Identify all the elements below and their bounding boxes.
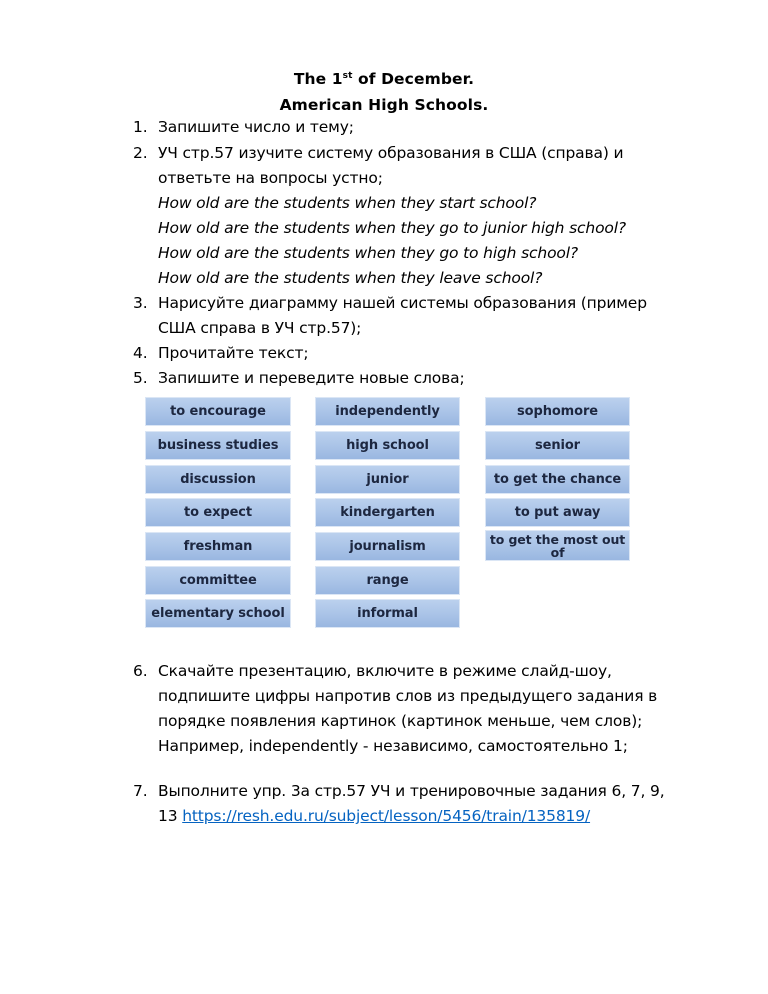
task-text: подпишите цифры напротив слов из предыдущего задания в — [158, 687, 658, 705]
task-text: Прочитайте текст; — [158, 344, 309, 362]
vocab-box: kindergarten — [315, 498, 460, 527]
task-number: 1. — [133, 118, 148, 136]
vocab-box: senior — [485, 431, 630, 460]
task-text: Нарисуйте диаграмму нашей системы образования (пример — [158, 294, 647, 312]
task-number: 3. — [133, 294, 148, 312]
vocab-box: high school — [315, 431, 460, 460]
task-text: порядке появления картинок (картинок меньше, чем слов); — [158, 712, 643, 730]
vocab-box: to encourage — [145, 397, 291, 426]
resh-lesson-link[interactable]: https://resh.edu.ru/subject/lesson/5456/train/135819/ — [182, 807, 591, 825]
vocab-box: informal — [315, 599, 460, 628]
task-text: Скачайте презентацию, включите в режиме слайд-шоу, — [158, 662, 612, 680]
vocab-box: discussion — [145, 465, 291, 494]
task-number: 2. — [133, 144, 148, 162]
vocab-box: journalism — [315, 532, 460, 561]
task-text: Например, independently - независимо, самостоятельно 1; — [158, 737, 628, 755]
task-text: 13 — [158, 807, 183, 825]
vocab-box: elementary school — [145, 599, 291, 628]
task-text: ответьте на вопросы устно; — [158, 169, 383, 187]
vocab-box: range — [315, 566, 460, 595]
page-subtitle: American High Schools. — [279, 96, 489, 114]
vocab-box: committee — [145, 566, 291, 595]
vocab-box: independently — [315, 397, 460, 426]
task-number: 5. — [133, 369, 148, 387]
task-number: 4. — [133, 344, 148, 362]
task-number: 7. — [133, 782, 148, 800]
vocab-box: freshman — [145, 532, 291, 561]
task-number: 6. — [133, 662, 148, 680]
vocab-box: junior — [315, 465, 460, 494]
task-text: Выполните упр. 3а стр.57 УЧ и тренировочные задания 6, 7, 9, — [158, 782, 665, 800]
task-text: США справа в УЧ стр.57); — [158, 319, 362, 337]
task-text: УЧ стр.57 изучите систему образования в США (справа) и — [158, 144, 624, 162]
title-superscript: st — [342, 71, 353, 81]
vocab-box: sophomore — [485, 397, 630, 426]
task-text: Запишите число и тему; — [158, 118, 354, 136]
vocab-box: to get the chance — [485, 465, 630, 494]
vocab-box: to get the most out of — [485, 530, 630, 561]
task-text: Запишите и переведите новые слова; — [158, 369, 465, 387]
vocab-box: to expect — [145, 498, 291, 527]
vocab-box: to put away — [485, 498, 630, 527]
page-title: The 1st of December. — [293, 70, 475, 88]
vocab-box: business studies — [145, 431, 291, 460]
